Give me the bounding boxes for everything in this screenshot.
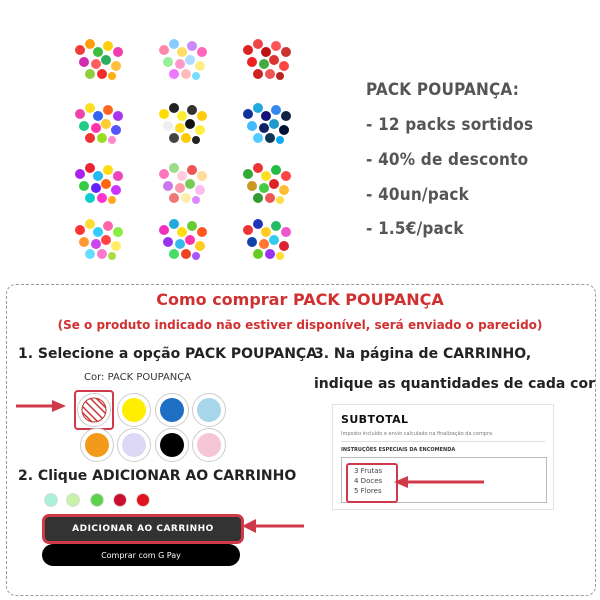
divider: [341, 441, 545, 442]
quantity-line-fruits: 3 Frutas: [354, 467, 383, 475]
bead-pile-watermelon: [236, 154, 302, 208]
striped-pattern-icon: [78, 394, 110, 426]
bead-pile-cupcakes: [152, 154, 218, 208]
step-1-text: 1. Selecione a opção PACK POUPANÇA: [18, 346, 318, 362]
pack-line-price: - 1.5€/pack: [366, 219, 464, 239]
step-3-text-line1: 3. Na página de CARRINHO,: [314, 346, 532, 362]
arrow-to-pack-swatch: [14, 398, 68, 414]
subtotal-title: SUBTOTAL: [341, 413, 409, 426]
swatch-blue-fill: [160, 398, 184, 422]
small-swatch-mint[interactable]: [44, 493, 58, 507]
pack-heading: PACK POUPANÇA:: [366, 80, 520, 100]
swatch-orange[interactable]: [80, 428, 114, 462]
cart-subtotal-card: [332, 404, 554, 510]
swatch-black[interactable]: [155, 428, 189, 462]
pack-line-discount: - 40% de desconto: [366, 150, 529, 170]
special-instructions-label: INSTRUÇÕES ESPECIAIS DA ENCOMENDA: [341, 447, 456, 453]
swatch-pack-poupanca[interactable]: [77, 393, 111, 427]
bead-pile-smileys: [152, 94, 218, 148]
step-2-text: 2. Clique ADICIONAR AO CARRINHO: [18, 468, 297, 484]
guide-title: Como comprar PACK POUPANÇA: [156, 290, 444, 309]
bead-pile-sweets: [152, 30, 218, 84]
bead-pile-candy: [68, 210, 134, 264]
bead-pile-evil-eye-mixed: [236, 210, 302, 264]
color-option-label: Cor: PACK POUPANÇA: [84, 372, 192, 383]
pack-line-packs: - 12 packs sortidos: [366, 115, 534, 135]
small-swatch-bright-red[interactable]: [136, 493, 150, 507]
bead-pile-strawberries: [236, 30, 302, 84]
add-to-cart-button[interactable]: ADICIONAR AO CARRINHO: [42, 514, 244, 544]
bead-pile-fruits: [68, 30, 134, 84]
quantity-line-sweets: 4 Doces: [354, 477, 383, 485]
bead-pile-colorful-flowers: [152, 210, 218, 264]
pack-line-units: - 40un/pack: [366, 185, 470, 205]
arrow-to-quantities: [392, 474, 486, 490]
quantities-highlight: [346, 463, 398, 503]
small-swatch-red[interactable]: [113, 493, 127, 507]
swatch-light-blue-fill: [197, 398, 221, 422]
swatch-lavender-fill: [122, 433, 146, 457]
arrow-to-cart-button: [240, 516, 306, 536]
swatch-orange-fill: [85, 433, 109, 457]
bead-pile-flowers: [68, 94, 134, 148]
small-swatch-green[interactable]: [90, 493, 104, 507]
guide-subtitle: (Se o produto indicado não estiver disponível, será enviado o parecido): [57, 318, 543, 332]
buy-with-gpay-button[interactable]: Comprar com G Pay: [42, 544, 240, 566]
small-swatch-light-green[interactable]: [66, 493, 80, 507]
swatch-black-fill: [160, 433, 184, 457]
swatch-light-blue[interactable]: [192, 393, 226, 427]
step-3-text-line2: indique as quantidades de cada cor: [314, 376, 595, 392]
swatch-pink[interactable]: [192, 428, 226, 462]
bead-pile-evil-eye: [236, 94, 302, 148]
swatch-pink-fill: [197, 433, 221, 457]
swatch-blue[interactable]: [155, 393, 189, 427]
quantity-line-flowers: 5 Flores: [354, 487, 382, 495]
subtotal-note: Imposto incluído e envio calculado na finalização da compra: [341, 431, 493, 437]
bead-pile-mixed-shapes: [68, 154, 134, 208]
swatch-lavender[interactable]: [117, 428, 151, 462]
swatch-yellow-fill: [122, 398, 146, 422]
swatch-yellow[interactable]: [117, 393, 151, 427]
